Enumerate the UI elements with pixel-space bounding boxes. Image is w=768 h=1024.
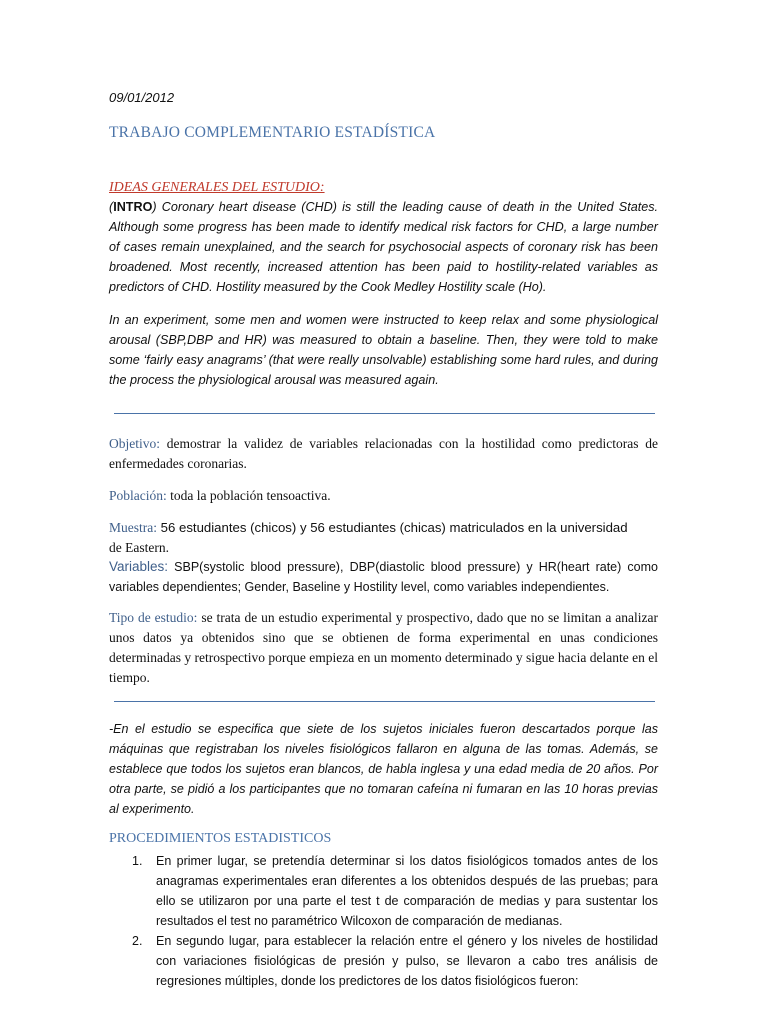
divider [114, 701, 655, 702]
procedimientos-heading: PROCEDIMIENTOS ESTADISTICOS [109, 831, 332, 846]
muestra-text: 56 estudiantes (chicos) y 56 estudiantes (chicas) matriculados en la universidad [157, 520, 628, 535]
variables-label: Variables: [109, 559, 169, 574]
procedimientos-list [109, 851, 658, 991]
muestra-text-cont: de Eastern. [109, 540, 169, 555]
variables-text: SBP(systolic blood pressure), DBP(diastolic blood pressure) y HR(heart rate) como variables dependientes; Gender, Baseline y Hostility level, como variables independientes. [109, 560, 658, 594]
tipo-estudio-paragraph [109, 608, 658, 688]
tipo-estudio-label: Tipo de estudio: [109, 610, 198, 625]
variables-paragraph [109, 557, 658, 597]
poblacion-paragraph [109, 486, 658, 506]
list-item [109, 851, 658, 931]
muestra-label: Muestra: [109, 520, 157, 535]
objetivo-label: Objetivo: [109, 436, 160, 451]
poblacion-text: toda la población tensoactiva. [166, 488, 331, 503]
divider [114, 413, 655, 414]
muestra-paragraph [109, 518, 658, 558]
list-item-text: En primer lugar, se pretendía determinar si los datos fisiológicos tomados antes de los anagramas experimentales eran diferentes a los obtenidos después de las pruebas; para ello se utilizaron por una parte el test t de comparación de medias y para sustentar los resultados el test no paramétrico Wilcoxon de comparación de medianas. [156, 854, 658, 928]
poblacion-label: Población: [109, 488, 167, 503]
document-title: TRABAJO COMPLEMENTARIO ESTADÍSTICA [109, 124, 436, 141]
intro-tag: INTRO [113, 200, 153, 214]
tipo-estudio-text: se trata de un estudio experimental y prospectivo, dado que no se limitan a analizar unos datos ya obtenidos sino que se obtienen de forma experimental en unas condiciones determinadas y retrospectivo porque empieza en un momento determinado y sigue hacia delante en el tiempo. [109, 610, 658, 685]
objetivo-paragraph [109, 434, 658, 474]
document-date: 09/01/2012 [109, 90, 175, 105]
intro-paragraph: (INTRO) Coronary heart disease (CHD) is still the leading cause of death in the United States. Although some progress has been made to identify medical risk factors for CHD, a large number of cases remain unexplained, and the search for psychosocial aspects of coronary risk has been broadened. Most recently, increased attention has been paid to hostility-related variables as predictors of CHD. Hostility measured by the Cook Medley Hostility scale (Ho). [109, 200, 658, 294]
intro-text: Coronary heart disease (CHD) is still the leading cause of death in the United States. Although some progress has been made to identify medical risk factors for CHD, a large number of cases remain unexplained, and the search for psychosocial aspects of coronary risk has been broadened. Most recently, increased attention has been paid to hostility-related variables as predictors of CHD. Hostility measured by the Cook Medley Hostility scale (Ho). [109, 200, 658, 294]
list-item [109, 931, 658, 991]
list-item-number: 2. [132, 934, 143, 948]
ideas-heading: IDEAS GENERALES DEL ESTUDIO: [109, 180, 325, 195]
list-item-number: 1. [132, 854, 143, 868]
list-item-text: En segundo lugar, para establecer la relación entre el género y los niveles de hostilidad con variaciones fisiológicas de presión y pulso, se llevaron a cabo tres análisis de regresiones múltiples, donde los predictores de los datos fisiológicos fueron: [156, 934, 658, 988]
objetivo-text: demostrar la validez de variables relacionadas con la hostilidad como predictoras de enfermedades coronarias. [109, 436, 658, 471]
experiment-paragraph: In an experiment, some men and women were instructed to keep relax and some physiological arousal (SBP,DBP and HR) was measured to obtain a baseline. Then, they were told to make some ‘fairly easy anagrams’ (that were really unsolvable) establishing some hard rules, and during the process the physiological arousal was measured again. [109, 313, 658, 387]
study-note-paragraph: -En el estudio se especifica que siete de los sujetos iniciales fueron descartados porque las máquinas que registraban los niveles fisiológicos fallaron en alguna de las tomas. Además, se establece que todos los sujetos eran blancos, de habla inglesa y una edad media de 20 años. Por otra parte, se pidió a los participantes que no tomaran cafeína ni fumaran en las 10 horas previas al experimento. [109, 722, 658, 816]
